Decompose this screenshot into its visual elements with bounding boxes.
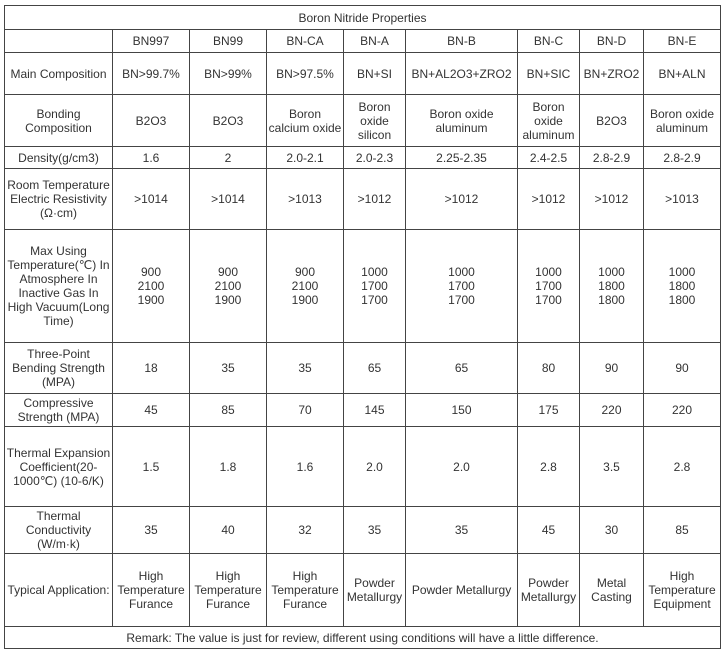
property-value: Metal Casting — [580, 554, 644, 627]
property-value: 85 — [644, 507, 721, 554]
property-value: B2O3 — [113, 95, 190, 147]
property-value: 90 — [580, 343, 644, 394]
property-label: Three-Point Bending Strength (MPA) — [5, 343, 113, 394]
property-value: 900 2100 1900 — [190, 230, 267, 343]
property-value: 65 — [406, 343, 518, 394]
grade-header: BN997 — [113, 30, 190, 53]
property-value: 30 — [580, 507, 644, 554]
property-value: 1000 1800 1800 — [580, 230, 644, 343]
grade-header: BN99 — [190, 30, 267, 53]
property-value: 35 — [406, 507, 518, 554]
property-value: 85 — [190, 394, 267, 427]
property-value: Boron oxide silicon — [344, 95, 406, 147]
property-value: 2.0 — [406, 427, 518, 507]
property-value: Powder Metallurgy — [518, 554, 580, 627]
property-value: 1000 1700 1700 — [518, 230, 580, 343]
table-row — [5, 507, 721, 554]
property-value: 1.6 — [113, 147, 190, 169]
property-value: >1014 — [190, 169, 267, 230]
grade-header: BN-A — [344, 30, 406, 53]
property-value: 45 — [518, 507, 580, 554]
property-value: 35 — [344, 507, 406, 554]
grade-header: BN-CA — [267, 30, 344, 53]
property-value: BN>97.5% — [267, 53, 344, 95]
property-value: BN+ZRO2 — [580, 53, 644, 95]
property-value: >1012 — [344, 169, 406, 230]
property-label: Typical Application: — [5, 554, 113, 627]
grade-header: BN-D — [580, 30, 644, 53]
property-value: BN>99.7% — [113, 53, 190, 95]
property-value: 2.8 — [644, 427, 721, 507]
table-row — [5, 343, 721, 394]
property-value: 2.8-2.9 — [580, 147, 644, 169]
property-value: 2.8 — [518, 427, 580, 507]
property-value: Powder Metallurgy — [344, 554, 406, 627]
table-row — [5, 394, 721, 427]
property-value: BN+AL2O3+ZRO2 — [406, 53, 518, 95]
property-value: 175 — [518, 394, 580, 427]
property-label: Compressive Strength (MPA) — [5, 394, 113, 427]
property-value: 1000 1700 1700 — [406, 230, 518, 343]
property-value: B2O3 — [580, 95, 644, 147]
property-label: Thermal Expansion Coefficient(20-1000℃) (10-6/K) — [5, 427, 113, 507]
property-value: 65 — [344, 343, 406, 394]
property-value: High Temperature Furance — [267, 554, 344, 627]
property-value: 32 — [267, 507, 344, 554]
header-corner-cell — [5, 30, 113, 53]
title-row — [5, 6, 721, 30]
property-value: Boron oxide aluminum — [406, 95, 518, 147]
table-row — [5, 554, 721, 627]
property-value: 1.8 — [190, 427, 267, 507]
property-value: BN+SI — [344, 53, 406, 95]
property-value: 145 — [344, 394, 406, 427]
property-value: 2.8-2.9 — [644, 147, 721, 169]
property-label: Main Composition — [5, 53, 113, 95]
property-value: 150 — [406, 394, 518, 427]
table-row — [5, 169, 721, 230]
grade-header: BN-B — [406, 30, 518, 53]
property-label: Room Temperature Electric Resistivity (Ω·cm) — [5, 169, 113, 230]
property-value: BN>99% — [190, 53, 267, 95]
properties-table — [4, 5, 721, 649]
table-row — [5, 230, 721, 343]
property-value: Boron oxide aluminum — [644, 95, 721, 147]
property-value: 2.4-2.5 — [518, 147, 580, 169]
property-value: 40 — [190, 507, 267, 554]
property-value: BN+ALN — [644, 53, 721, 95]
property-value: High Temperature Furance — [113, 554, 190, 627]
property-value: 1.6 — [267, 427, 344, 507]
property-value: 80 — [518, 343, 580, 394]
property-value: BN+SIC — [518, 53, 580, 95]
property-value: 18 — [113, 343, 190, 394]
property-value: 220 — [580, 394, 644, 427]
property-value: 900 2100 1900 — [113, 230, 190, 343]
property-value: 2.0-2.3 — [344, 147, 406, 169]
property-value: 2 — [190, 147, 267, 169]
property-value: 45 — [113, 394, 190, 427]
property-value: >1014 — [113, 169, 190, 230]
remark-text: Remark: The value is just for review, different using conditions will have a little difference. — [5, 627, 721, 649]
table-title: Boron Nitride Properties — [5, 6, 721, 30]
property-value: 35 — [113, 507, 190, 554]
grade-header: BN-E — [644, 30, 721, 53]
property-value: 900 2100 1900 — [267, 230, 344, 343]
property-value: >1013 — [267, 169, 344, 230]
property-value: 1000 1800 1800 — [644, 230, 721, 343]
property-value: Powder Metallurgy — [406, 554, 518, 627]
header-row — [5, 30, 721, 53]
property-label: Thermal Conductivity (W/m·k) — [5, 507, 113, 554]
property-value: Boron oxide aluminum — [518, 95, 580, 147]
property-value: >1012 — [580, 169, 644, 230]
property-value: >1012 — [518, 169, 580, 230]
property-label: Density(g/cm3) — [5, 147, 113, 169]
table-row — [5, 53, 721, 95]
table-row — [5, 95, 721, 147]
remark-row — [5, 627, 721, 649]
property-value: 2.0-2.1 — [267, 147, 344, 169]
table-row — [5, 147, 721, 169]
property-value: 90 — [644, 343, 721, 394]
property-value: 1.5 — [113, 427, 190, 507]
property-value: >1012 — [406, 169, 518, 230]
property-value: 3.5 — [580, 427, 644, 507]
property-value: 2.0 — [344, 427, 406, 507]
property-value: 2.25-2.35 — [406, 147, 518, 169]
property-value: 35 — [267, 343, 344, 394]
property-value: 70 — [267, 394, 344, 427]
property-value: B2O3 — [190, 95, 267, 147]
table-row — [5, 427, 721, 507]
property-value: >1013 — [644, 169, 721, 230]
property-value: 220 — [644, 394, 721, 427]
property-label: Bonding Composition — [5, 95, 113, 147]
property-value: Boron calcium oxide — [267, 95, 344, 147]
grade-header: BN-C — [518, 30, 580, 53]
property-value: 35 — [190, 343, 267, 394]
property-value: 1000 1700 1700 — [344, 230, 406, 343]
property-value: High Temperature Equipment — [644, 554, 721, 627]
property-label: Max Using Temperature(℃) In Atmosphere In Inactive Gas In High Vacuum(Long Time) — [5, 230, 113, 343]
property-value: High Temperature Furance — [190, 554, 267, 627]
